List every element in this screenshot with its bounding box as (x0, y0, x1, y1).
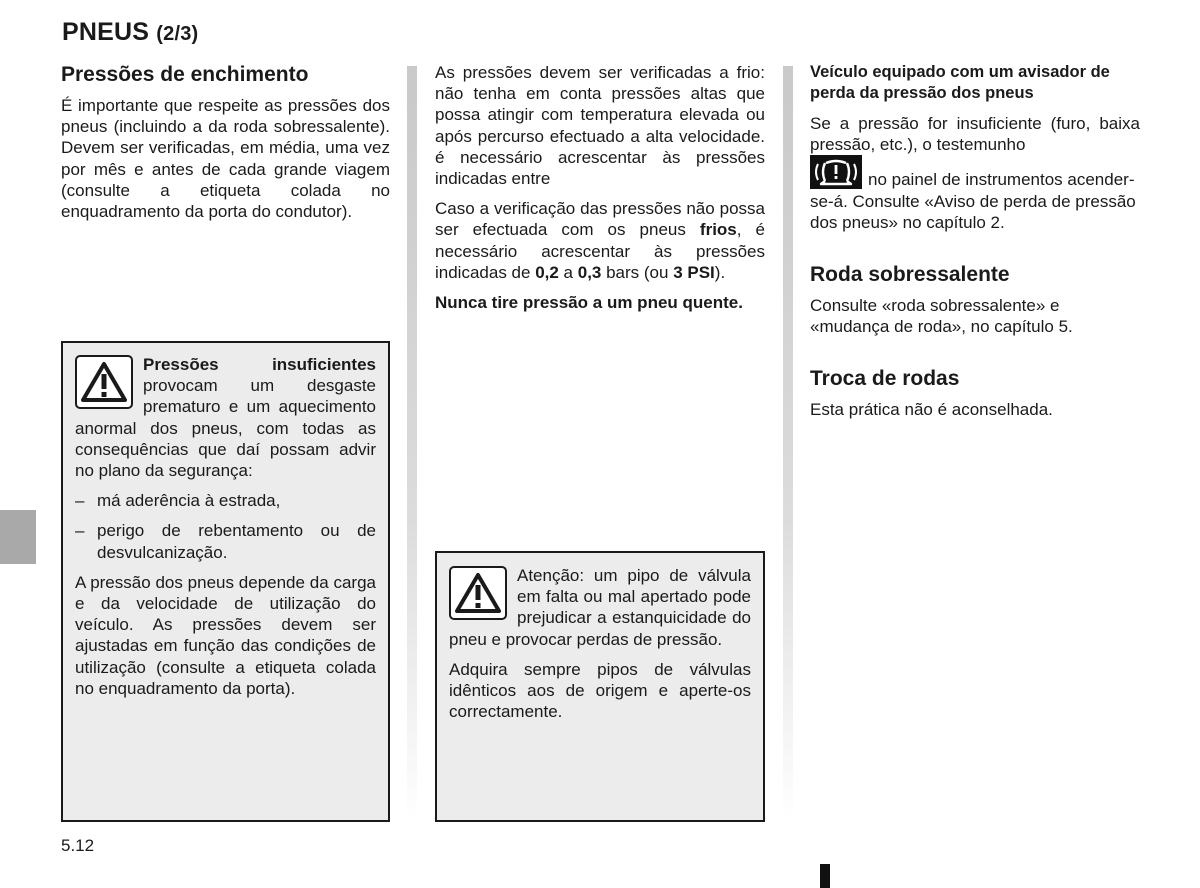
section-tab (0, 510, 36, 564)
list-item: – má aderência à estrada, (75, 490, 376, 511)
column-divider (783, 66, 793, 821)
section-heading-inflation-pressures: Pressões de enchimento (61, 63, 309, 86)
hot-tyre-warning: Nunca tire pressão a um pneu quente. (435, 293, 743, 313)
warning-body: provocam um desgaste prematuro e um aquecimento anormal dos pneus, com todas as consequências que daí possam advir no plano da segurança: (75, 376, 376, 481)
page-title (62, 18, 198, 47)
tpms-paragraph: Se a pressão for insuficiente (furo, baixa pressão, etc.), o testemunho (810, 114, 1140, 155)
column-2 (435, 62, 765, 313)
tpms-heading: Veículo equipado com um avisador de perda da pressão dos pneus (810, 63, 1110, 102)
page-edge-marker (820, 864, 830, 888)
wheel-swap-text: Esta prática não é aconselhada. (810, 400, 1053, 420)
column-divider (407, 66, 417, 821)
cold-check-paragraph: As pressões devem ser verificadas a frio: não tenha em conta pressões altas que possa atingir com temperatura elevada ou após percurso efectuado a alta velocidade. é necessário acrescentar às pressões indicadas entre (435, 63, 765, 189)
page-title-text: PNEUS (62, 18, 150, 46)
warning-bold-lead: Pressões insuficientes (143, 355, 376, 374)
spare-wheel-text: Consulte «roda sobressalente» e «mudança de roda», no capítulo 5. (810, 296, 1073, 337)
page-number: 5.12 (61, 836, 95, 855)
page-title-part: (2/3) (156, 23, 199, 45)
intro-paragraph: É importante que respeite as pressões dos pneus (incluindo a da roda sobressalente). Devem ser verificadas, em média, uma vez por mês e antes de cada grande viagem (consulte a etiqueta colada no enquadramento da porta do condutor). (61, 96, 390, 222)
valve-warning-advice: Adquira sempre pipos de válvulas idênticos aos de origem e aperte-os correctamente. (449, 659, 751, 722)
section-heading-wheel-swap: Troca de rodas (810, 367, 960, 391)
warning-triangle-icon (75, 355, 133, 409)
list-item-text: perigo de rebentamento ou de desvulcanização. (97, 521, 376, 562)
valve-warning-text: Atenção: um pipo de válvula em falta ou mal apertado pode prejudicar a estanquicidade do pneu e provocar perdas de pressão. (449, 566, 751, 649)
tire-pressure-warning-icon (810, 155, 862, 189)
list-item-text: má aderência à estrada, (97, 491, 281, 511)
section-heading-spare-wheel: Roda sobressalente (810, 263, 1010, 287)
warning-outro: A pressão dos pneus depende da carga e da velocidade de utilização do veículo. As pressões devem ser ajustadas em função das condições de utilização (consulte a etiqueta colada no enquadramento da porta). (75, 572, 376, 698)
column-1 (61, 62, 390, 222)
tpms-paragraph-cont: no painel de instrumentos acender-se-á. Consulte «Aviso de perda de pressão dos pneus» no capítulo 2. (810, 155, 1140, 233)
column-3 (810, 62, 1140, 421)
warning-triangle-icon (449, 566, 507, 620)
warning-box-underinflation (61, 341, 390, 822)
warning-box-valve-cap (435, 551, 765, 822)
pressure-add-paragraph: Caso a verificação das pressões não possa ser efectuada com os pneus frios, é necessário acrescentar às pressões indicadas de 0,2 a 0,3 bars (ou 3 PSI). (435, 199, 765, 282)
list-item: – perigo de rebentamento ou de desvulcanização. (75, 521, 376, 562)
